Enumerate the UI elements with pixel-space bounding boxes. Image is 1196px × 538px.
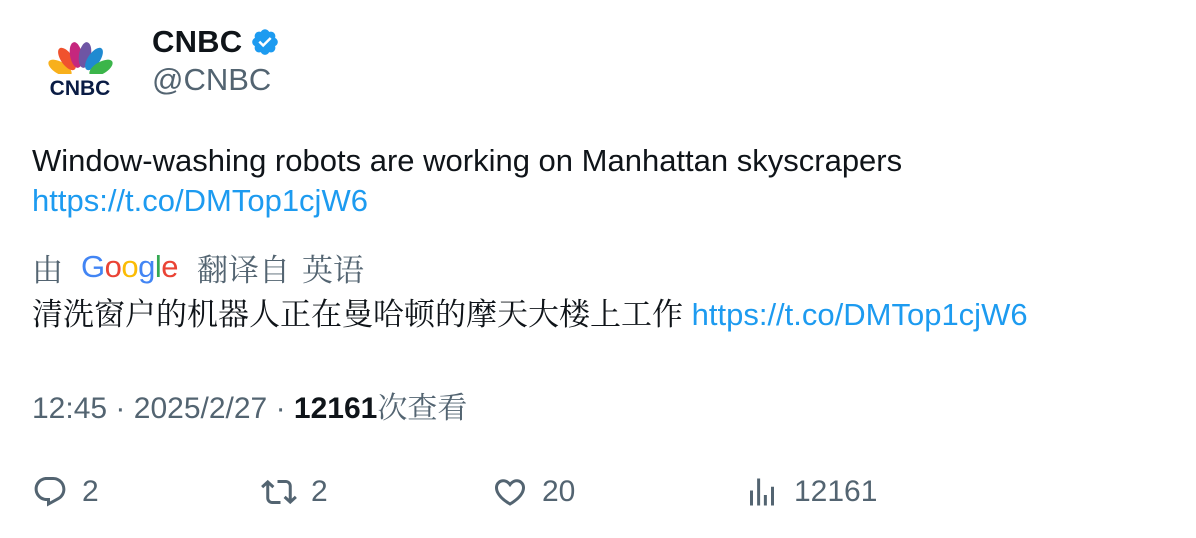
tweet-text — [32, 141, 1162, 221]
translation-prefix: 由 — [32, 252, 63, 288]
tweet-text-line: Window-washing robots are working on Manhattan skyscrapers — [32, 143, 903, 178]
retweet-count: 2 — [311, 475, 328, 508]
translated-text-body: 清洗窗户的机器人正在曼哈顿的摩天大楼上工作 — [32, 297, 683, 332]
like-button[interactable] — [492, 470, 575, 514]
heart-icon — [492, 474, 528, 510]
like-count: 20 — [542, 475, 576, 508]
views-chart-icon — [744, 474, 780, 510]
reply-button[interactable] — [32, 470, 99, 514]
avatar[interactable] — [32, 26, 128, 122]
retweet-button[interactable] — [261, 470, 328, 514]
retweet-icon — [261, 474, 297, 510]
action-bar — [32, 470, 1162, 514]
verified-badge-icon[interactable] — [250, 27, 280, 57]
tweet-time[interactable]: 12:45 — [32, 392, 108, 425]
views-label: 次查看 — [377, 392, 468, 425]
reply-count: 2 — [82, 475, 99, 508]
meta-separator: · — [275, 392, 286, 425]
views-action-count: 12161 — [794, 475, 878, 508]
cnbc-logo-text: CNBC — [49, 77, 111, 100]
views-count: 12161 — [293, 392, 378, 425]
tweet-link[interactable]: https://t.co/DMTop1cjW6 — [32, 183, 368, 218]
cnbc-peacock-logo-icon — [32, 26, 128, 122]
translation-attribution — [32, 246, 364, 288]
translation-suffix: 翻译自 — [197, 252, 290, 288]
google-wordmark — [81, 250, 179, 284]
reply-icon — [32, 474, 68, 510]
author-display-name[interactable]: CNBC — [152, 24, 243, 59]
tweet-date[interactable]: 2025/2/27 — [133, 392, 268, 425]
google-logo-icon — [81, 250, 179, 284]
svg-text:Google: Google — [81, 250, 179, 284]
translated-link[interactable]: https://t.co/DMTop1cjW6 — [691, 297, 1028, 332]
translation-source-language: 英语 — [302, 252, 364, 288]
tweet-meta — [32, 383, 467, 427]
author-handle[interactable]: @CNBC — [152, 62, 272, 97]
views-button[interactable] — [744, 470, 877, 514]
meta-separator: · — [115, 392, 126, 425]
translated-text — [32, 294, 1162, 336]
author-name-row — [152, 22, 280, 62]
